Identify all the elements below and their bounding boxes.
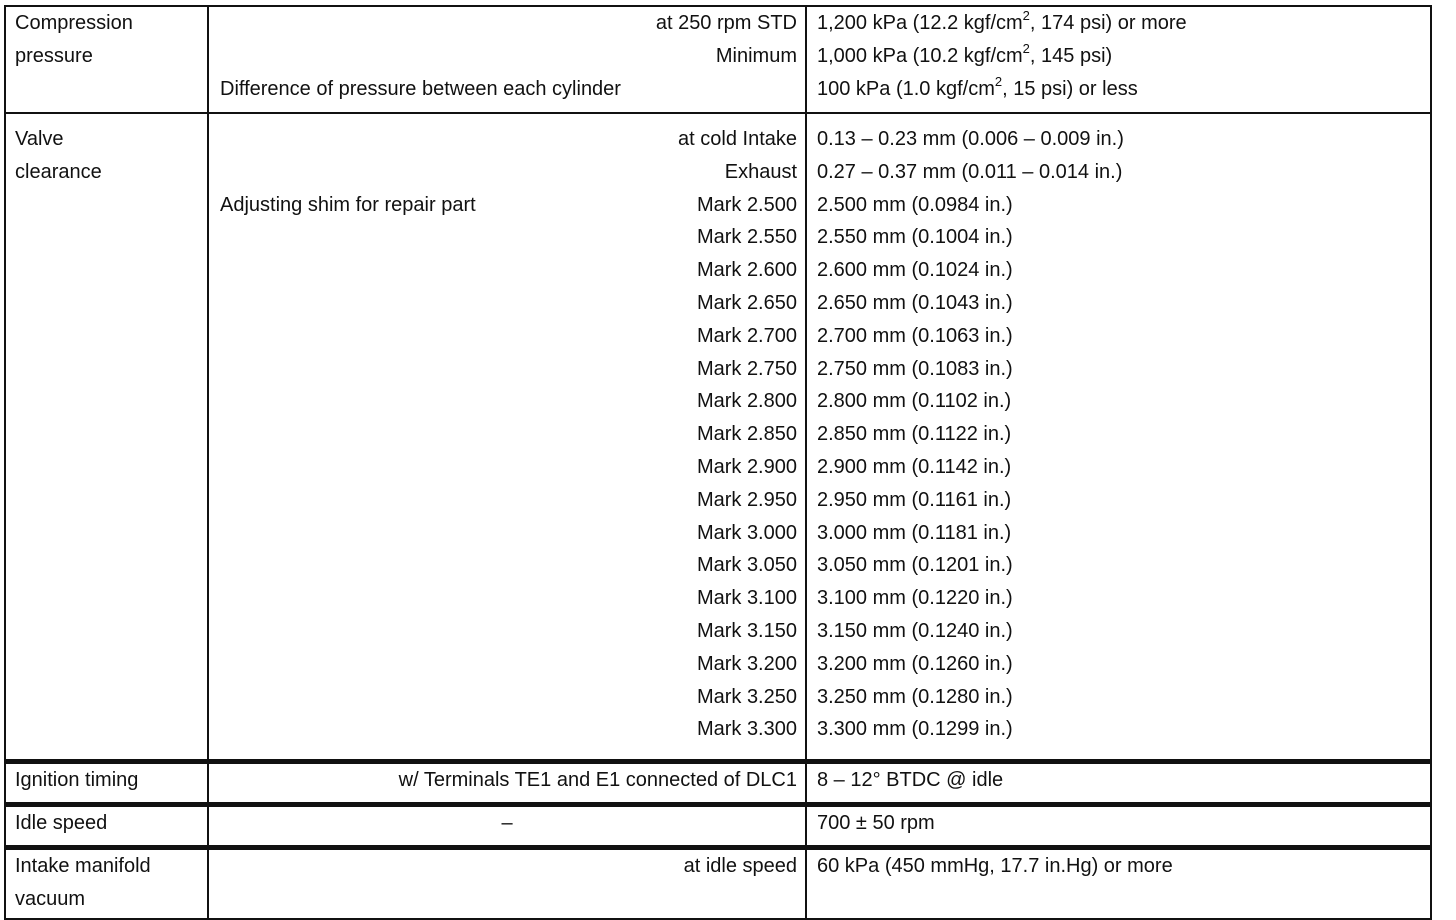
specifications-table [4, 5, 1432, 920]
shim-value: 2.650 mm (0.1043 in.) [817, 291, 1013, 314]
shim-value: 3.200 mm (0.1260 in.) [817, 652, 1013, 675]
value-difference [817, 73, 1430, 106]
shim-row [209, 287, 805, 320]
shim-value: 2.900 mm (0.1142 in.) [817, 455, 1012, 478]
value-exhaust: 0.27 – 0.37 mm (0.011 – 0.014 in.) [817, 160, 1123, 183]
condition-intake: at cold Intake [678, 128, 797, 150]
shim-row [209, 221, 805, 254]
shim-value: 3.150 mm (0.1240 in.) [817, 619, 1013, 642]
value-text: 60 kPa (450 mmHg, 17.7 in.Hg) or more [817, 855, 1173, 877]
condition-difference: Difference of pressure between each cylinder [220, 77, 621, 100]
shim-value-list [817, 189, 1430, 747]
item-label-line2: clearance [15, 160, 102, 183]
shim-row [209, 484, 805, 517]
shim-mark: Mark 3.250 [696, 685, 797, 708]
condition-text: at idle speed [683, 855, 797, 877]
shim-row [209, 451, 805, 484]
shim-mark: Mark 3.200 [696, 652, 797, 675]
value-diff-pre: 100 kPa (1.0 kgf/cm [817, 77, 995, 100]
shim-row [209, 681, 805, 714]
shim-mark: Mark 2.500 [696, 193, 797, 216]
value-minimum [817, 40, 1430, 73]
shim-row [209, 254, 805, 287]
table-row-intake-manifold-vacuum [5, 848, 1431, 920]
value-min-post: , 145 psi) [1029, 44, 1113, 67]
shim-value: 2.700 mm (0.1063 in.) [817, 324, 1013, 347]
shim-row [209, 615, 805, 648]
value-std-sup: 2 [1022, 8, 1030, 24]
shim-value: 2.850 mm (0.1122 in.) [817, 423, 1012, 446]
shim-mark: Mark 3.300 [696, 718, 797, 741]
value-cell [806, 113, 1431, 762]
shim-row [209, 418, 805, 451]
shim-mark: Mark 2.750 [696, 357, 797, 380]
value-std [817, 7, 1430, 40]
item-label: Idle speed [15, 812, 108, 834]
shim-value: 2.750 mm (0.1083 in.) [817, 357, 1013, 380]
shim-value: 2.500 mm (0.0984 in.) [817, 193, 1013, 216]
value-cell [806, 848, 1431, 920]
shim-row [209, 320, 805, 353]
shim-row [209, 189, 805, 222]
shim-mark: Mark 2.850 [696, 423, 797, 446]
value-std-post: , 174 psi) or more [1029, 12, 1187, 34]
shim-value: 3.100 mm (0.1220 in.) [817, 587, 1013, 610]
shim-value: 2.550 mm (0.1004 in.) [817, 226, 1013, 249]
shim-value: 3.250 mm (0.1280 in.) [817, 685, 1013, 708]
shim-mark: Mark 3.050 [696, 554, 797, 577]
shim-mark: Mark 2.800 [696, 390, 797, 413]
item-label-line2: pressure [15, 44, 93, 67]
condition-exhaust: Exhaust [724, 160, 797, 183]
shim-value: 3.300 mm (0.1299 in.) [817, 718, 1013, 741]
value-cell [806, 762, 1431, 805]
condition-std: at 250 rpm STD [655, 12, 797, 34]
shim-value: 3.050 mm (0.1201 in.) [817, 554, 1013, 577]
shim-mark: Mark 3.150 [696, 619, 797, 642]
value-text: 700 ± 50 rpm [817, 812, 935, 834]
value-diff-sup: 2 [994, 73, 1003, 89]
value-std-pre: 1,200 kPa (12.2 kgf/cm [817, 12, 1023, 34]
item-cell [5, 113, 208, 762]
shim-mark: Mark 3.100 [696, 587, 797, 610]
shim-mark: Mark 2.600 [696, 259, 797, 282]
condition-cell [208, 113, 806, 762]
value-cell [806, 6, 1431, 113]
item-label-line1: Compression [15, 12, 133, 34]
value-text: 8 – 12° BTDC @ idle [817, 769, 1004, 791]
item-cell [5, 848, 208, 920]
shim-row [209, 549, 805, 582]
value-intake: 0.13 – 0.23 mm (0.006 – 0.009 in.) [817, 128, 1124, 150]
shim-value: 2.950 mm (0.1161 in.) [817, 488, 1012, 511]
shim-row [209, 713, 805, 746]
shim-row [209, 385, 805, 418]
condition-text: w/ Terminals TE1 and E1 connected of DLC1 [398, 769, 797, 791]
shim-value: 2.800 mm (0.1102 in.) [817, 390, 1012, 413]
condition-cell [208, 6, 806, 113]
value-cell [806, 805, 1431, 848]
shim-row [209, 648, 805, 681]
shim-mark: Mark 2.550 [696, 226, 797, 249]
item-cell [5, 6, 208, 113]
item-label-line2: vacuum [15, 887, 86, 910]
shim-label: Adjusting shim for repair part [220, 193, 476, 216]
table-row-ignition-timing [5, 762, 1431, 805]
item-label-line1: Intake manifold [15, 855, 151, 877]
shim-row [209, 517, 805, 550]
shim-value: 2.600 mm (0.1024 in.) [817, 259, 1013, 282]
shim-row [209, 353, 805, 386]
item-label-line1: Valve [15, 128, 64, 150]
value-min-sup: 2 [1022, 41, 1030, 57]
value-min-pre: 1,000 kPa (10.2 kgf/cm [817, 44, 1023, 67]
shim-value: 3.000 mm (0.1181 in.) [817, 521, 1012, 544]
shim-row [209, 582, 805, 615]
shim-mark: Mark 2.950 [696, 488, 797, 511]
condition-cell [208, 805, 806, 848]
condition-cell [208, 848, 806, 920]
shim-mark: Mark 3.000 [696, 521, 797, 544]
item-cell [5, 805, 208, 848]
item-cell [5, 762, 208, 805]
condition-cell [208, 762, 806, 805]
value-diff-post: , 15 psi) or less [1002, 77, 1138, 100]
shim-mark: Mark 2.900 [696, 455, 797, 478]
item-label: Ignition timing [15, 769, 139, 791]
shim-mark: Mark 2.650 [696, 291, 797, 314]
shim-mark: Mark 2.700 [696, 324, 797, 347]
condition-text: – [501, 812, 513, 834]
table-row-compression-pressure [5, 6, 1431, 113]
table-row-idle-speed [5, 805, 1431, 848]
shim-mark-list [209, 189, 805, 747]
table-row-valve-clearance [5, 113, 1431, 762]
condition-minimum: Minimum [715, 44, 797, 67]
